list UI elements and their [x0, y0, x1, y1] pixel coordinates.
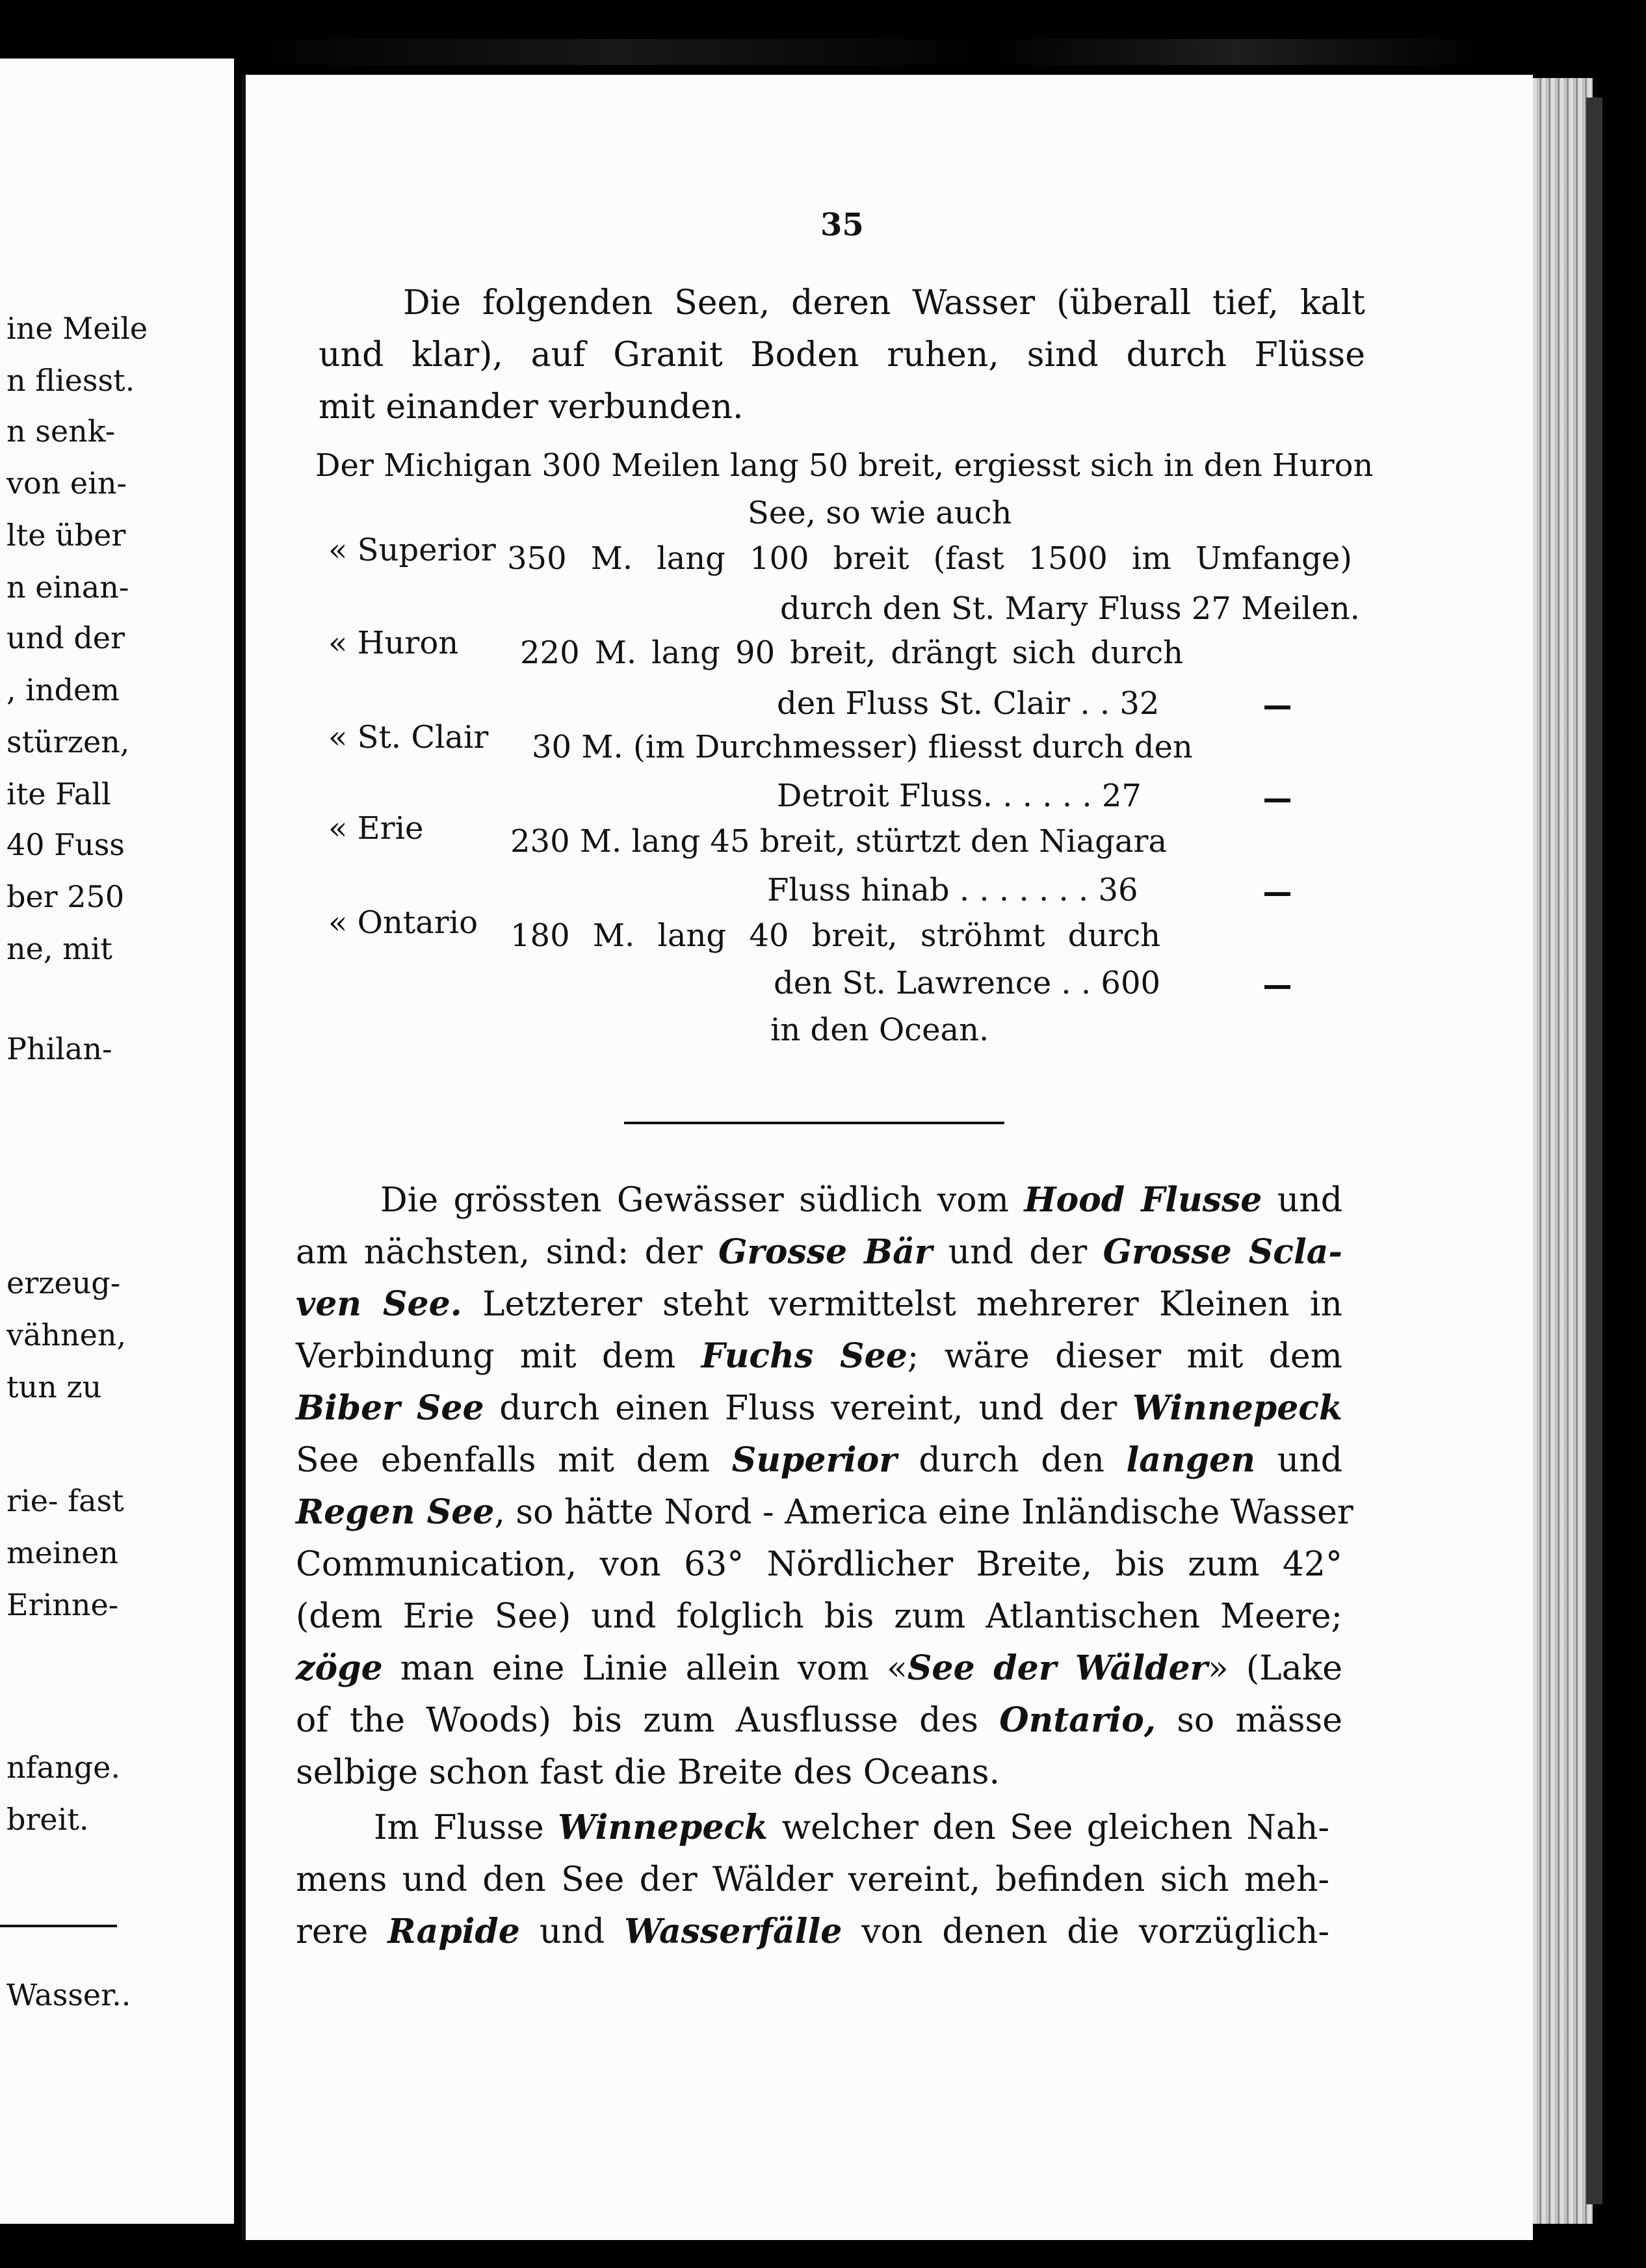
para1-line: Biber See durch einen Fluss vereint, und der Winnepeck [296, 1388, 1342, 1428]
intro-line: mit einander verbunden. [319, 388, 744, 427]
lake-michigan-cont: See, so wie auch [748, 495, 1012, 531]
para2-line: mens und den See der Wälder vereint, befinden sich meh- [296, 1860, 1329, 1899]
para1-line: am nächsten, sind: der Grosse Bär und der Grosse Scla- [296, 1232, 1342, 1272]
left-fragment: Philan- [7, 1031, 112, 1066]
ditto-dash [1264, 705, 1290, 709]
para1-line: ven See. Letzterer steht vermittelst mehrerer Kleinen in [296, 1284, 1342, 1324]
left-fragment: erzeug- [7, 1265, 121, 1300]
left-page-rule [0, 1925, 117, 1927]
page-top-shadow [247, 39, 1482, 65]
lake-superior-cont: durch den St. Mary Fluss 27 Meilen. [780, 590, 1360, 627]
ditto-dash [1264, 798, 1290, 802]
intro-line: und klar), auf Granit Boden ruhen, sind durch Flüsse [319, 336, 1365, 375]
left-page [0, 59, 234, 2224]
para1-line: (dem Erie See) und folglich bis zum Atlantischen Meere; [296, 1597, 1342, 1636]
lake-erie-name: « Erie [328, 810, 424, 847]
para1-line: selbige schon fast die Breite des Oceans. [296, 1753, 1000, 1792]
ditto-dash [1264, 985, 1290, 989]
left-fragment: tun zu [7, 1369, 102, 1404]
lake-stclair-text: 30 M. (im Durchmesser) fliesst durch den [532, 729, 1193, 765]
left-fragment: ber 250 [7, 879, 125, 914]
left-fragment: lte über [7, 518, 126, 553]
para1-line: Verbindung mit dem Fuchs See; wäre dieser mit dem [296, 1336, 1342, 1376]
left-fragment: ine Meile [7, 311, 148, 346]
para1-line: Die grössten Gewässer südlich vom Hood Flusse und [380, 1180, 1342, 1220]
ditto-dash [1264, 892, 1290, 896]
left-fragment: n fliesst. [7, 363, 135, 398]
section-divider [624, 1122, 1004, 1124]
lake-ontario-end: in den Ocean. [770, 1012, 989, 1048]
left-fragment: n senk- [7, 414, 116, 449]
lake-ontario-name: « Ontario [328, 904, 478, 941]
left-fragment: n einan- [7, 570, 129, 605]
left-fragment: breit. [7, 1802, 89, 1837]
left-fragment: meinen [7, 1535, 119, 1570]
left-fragment: 40 Fuss [7, 827, 125, 862]
left-fragment: , indem [7, 672, 120, 707]
left-fragment: Erinne- [7, 1587, 119, 1622]
lake-ontario-text: 180 M. lang 40 breit, ströhmt durch [510, 917, 1160, 954]
lake-huron-cont: den Fluss St. Clair . . 32 [777, 685, 1160, 722]
left-fragment: nfange. [7, 1750, 120, 1785]
left-fragment: ne, mit [7, 931, 112, 966]
left-fragment: stürzen, [7, 724, 130, 759]
left-fragment: rie- fast [7, 1483, 124, 1518]
left-fragment: ite Fall [7, 776, 111, 811]
lake-erie-cont: Fluss hinab . . . . . . . 36 [767, 872, 1138, 908]
para1-line: zöge man eine Linie allein vom «See der Wälder» (Lake [296, 1648, 1342, 1688]
para1-line: of the Woods) bis zum Ausflusse des Ontario, so mässe [296, 1700, 1342, 1740]
lake-stclair-name: « St. Clair [328, 719, 489, 756]
left-fragment: vähnen, [7, 1317, 127, 1352]
para1-line: Regen See, so hätte Nord - America eine Inländische Wasser [296, 1492, 1353, 1532]
page-number: 35 [820, 207, 864, 243]
left-fragment: von ein- [7, 466, 127, 501]
lake-michigan: Der Michigan 300 Meilen lang 50 breit, ergiesst sich in den Huron [315, 447, 1374, 484]
page-edge-shadow [1586, 98, 1602, 2204]
para2-line: rere Rapide und Wasserfälle von denen die vorzüglich- [296, 1912, 1329, 1951]
left-fragment: Wasser.. [7, 1977, 131, 2012]
left-fragment: und der [7, 620, 125, 655]
intro-line: Die folgenden Seen, deren Wasser (überall tief, kalt [403, 284, 1365, 323]
lake-stclair-cont: Detroit Fluss. . . . . . 27 [777, 778, 1142, 814]
lake-erie-text: 230 M. lang 45 breit, stürtzt den Niagara [510, 823, 1168, 860]
para2-line: Im Flusse Winnepeck welcher den See gleichen Nah- [374, 1808, 1329, 1847]
lake-ontario-cont: den St. Lawrence . . 600 [774, 965, 1161, 1001]
lake-superior-name: « Superior [328, 532, 496, 568]
para1-line: See ebenfalls mit dem Superior durch den langen und [296, 1440, 1343, 1480]
lake-huron-name: « Huron [328, 625, 459, 661]
lake-huron-text: 220 M. lang 90 breit, drängt sich durch [520, 635, 1183, 671]
para1-line: Communication, von 63° Nördlicher Breite, bis zum 42° [296, 1545, 1342, 1584]
lake-superior-text: 350 M. lang 100 breit (fast 1500 im Umfange) [507, 540, 1352, 577]
